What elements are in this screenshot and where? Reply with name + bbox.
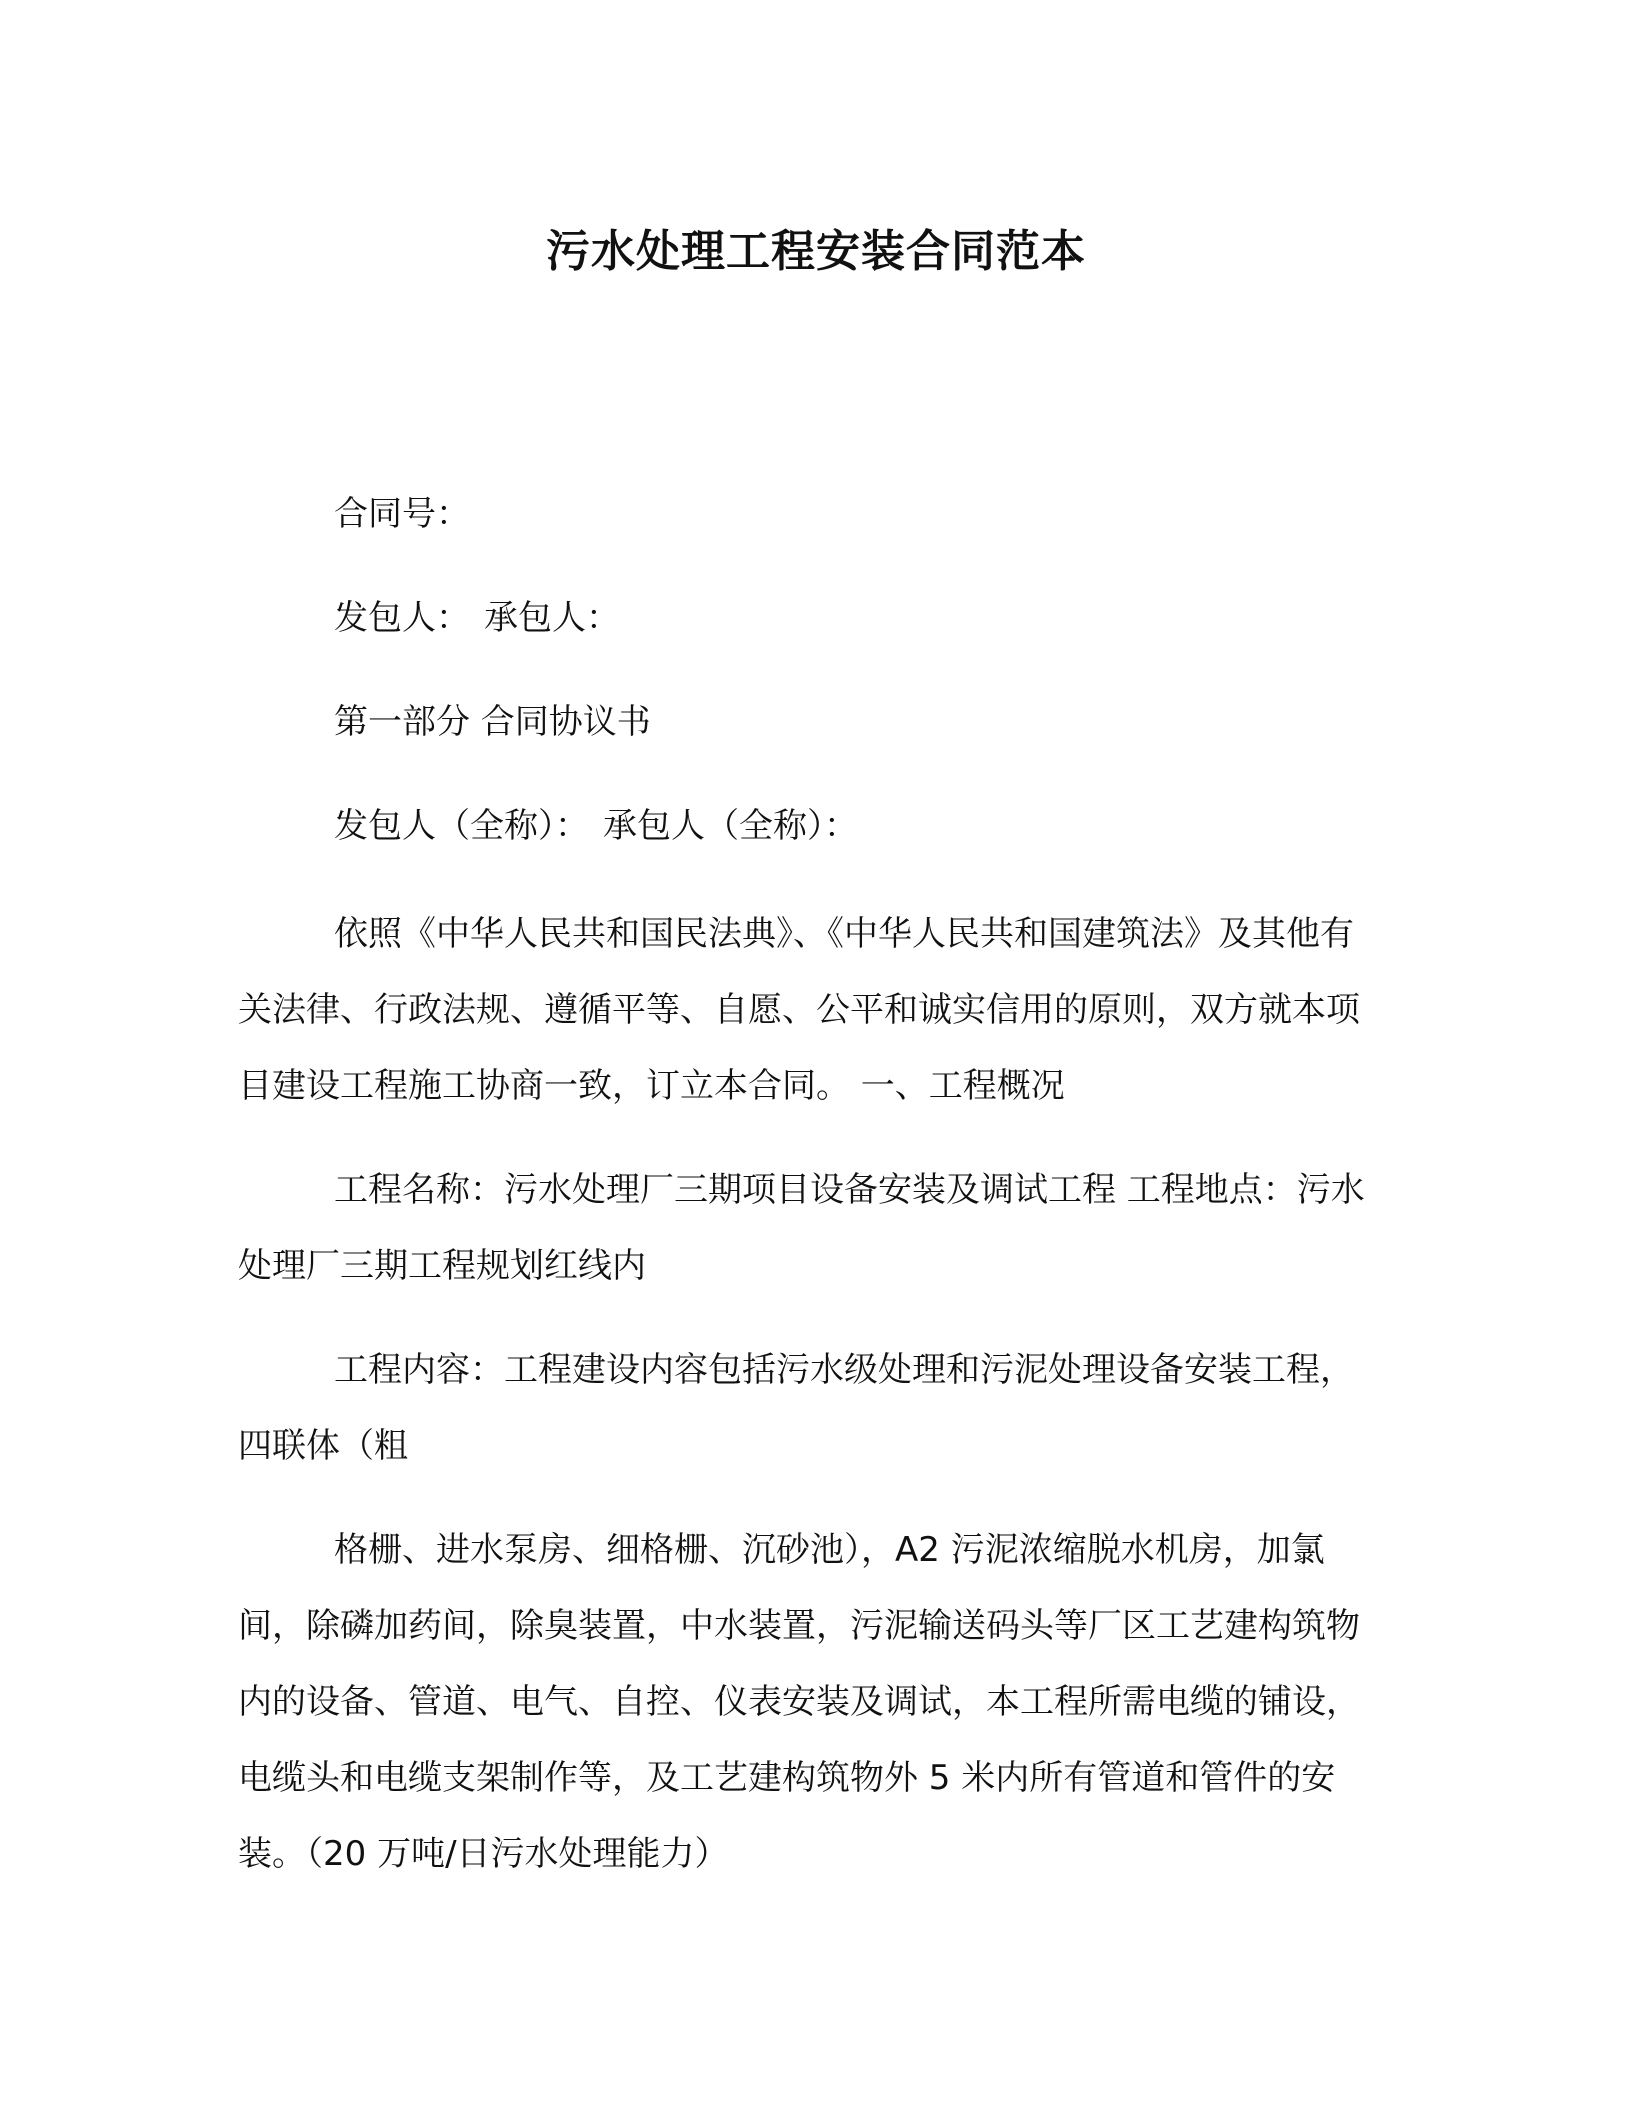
parties-line <box>334 588 620 648</box>
project-content-section <box>238 1332 1378 1484</box>
project-scope-paragraph: 格栅、进水泵房、细格栅、沉砂池），A2 污泥浓缩脱水机房，加氯间，除磷加药间，除臭装置，中水装置，污泥输送码头等厂区工艺建构筑物内的设备、管道、电气、自控、仪表安装及调试，本工程所需电缆的铺设，电缆头和电缆支架制作等，及工艺建构筑物外 5 米内所有管道和管件的安装。（20 万吨/日污水处理能力） <box>238 1530 1360 1874</box>
project-content-paragraph: 工程内容：工程建设内容包括污水级处理和污泥处理设备安装工程，四联体（粗 <box>238 1350 1354 1466</box>
project-scope-section <box>238 1512 1378 1892</box>
employer-fullname-label: 发包人（全称）： <box>334 806 589 846</box>
part-one-heading: 第一部分 合同协议书 <box>334 702 651 742</box>
contractor-fullname-label: 承包人（全称）： <box>603 806 858 846</box>
contract-number-line: 合同号： <box>334 494 470 534</box>
project-name-section <box>238 1152 1378 1304</box>
document-title: 污水处理工程安装合同范本 <box>546 226 1086 277</box>
project-name-paragraph: 工程名称：污水处理厂三期项目设备安装及调试工程 工程地点：污水处理厂三期工程规划红线内 <box>238 1170 1365 1286</box>
employer-label: 发包人： <box>334 598 470 638</box>
contractor-label: 承包人： <box>484 598 620 638</box>
full-names-line <box>334 796 858 856</box>
basis-paragraph: 依照《中华人民共和国民法典》、《中华人民共和国建筑法》及其他有关法律、行政法规、遵循平等、自愿、公平和诚实信用的原则，双方就本项目建设工程施工协商一致，订立本合同。 一、工程概况 <box>238 914 1360 1106</box>
basis-section <box>238 896 1378 1124</box>
